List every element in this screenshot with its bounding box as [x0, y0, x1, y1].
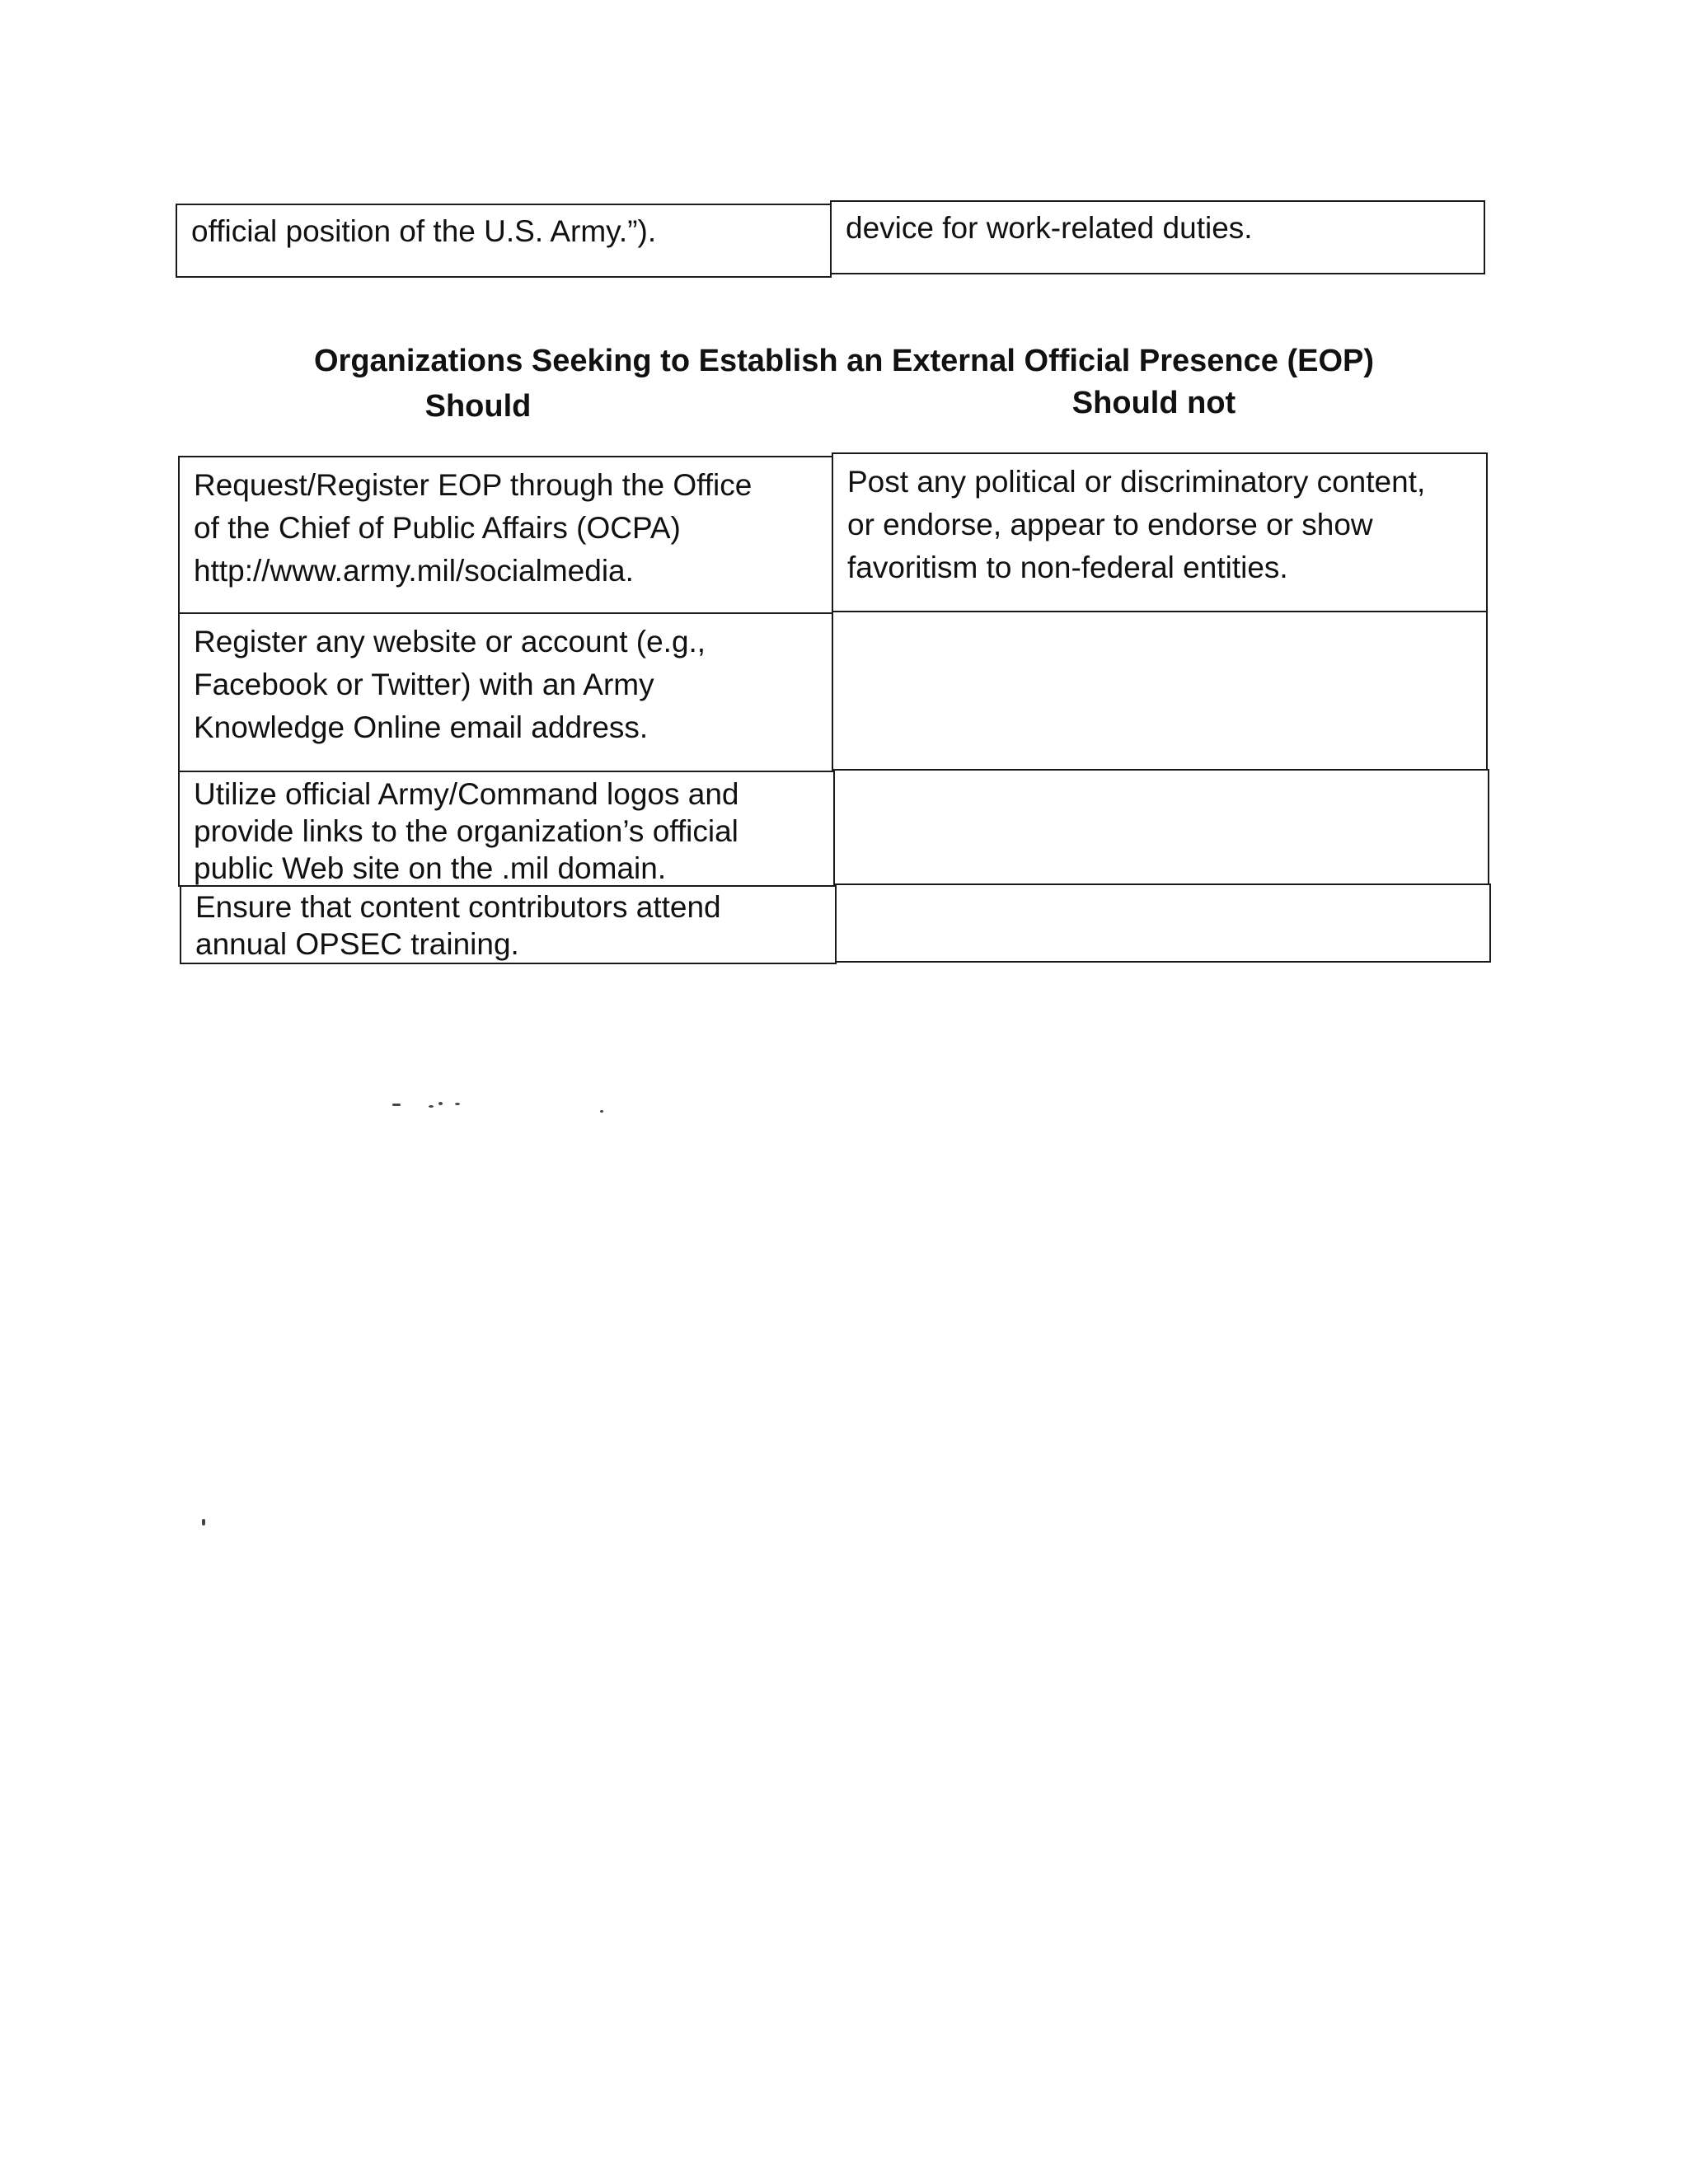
top-table-right-cell: [830, 200, 1485, 274]
eop-row-1-should-not-text: Post any political or discriminatory content, or endorse, appear to endorse or show favoritism to non-federal entities.: [847, 465, 1426, 584]
column-header-should-not: Should not: [1071, 386, 1236, 420]
scan-speck: [392, 1104, 401, 1106]
eop-row-2-should: [178, 612, 833, 772]
scan-speck: [455, 1103, 460, 1105]
eop-row-2-should-text: Register any website or account (e.g., Facebook or Twitter) with an Army Knowledge Online email address.: [194, 625, 706, 744]
section-title: Organizations Seeking to Establish an External Official Presence (EOP): [313, 344, 1375, 378]
eop-row-3-should-text: Utilize official Army/Command logos and provide links to the organization’s official public Web site on the .mil domain.: [194, 777, 739, 885]
eop-row-3-should-not: [833, 769, 1489, 885]
eop-row-1-should: [178, 456, 833, 614]
eop-row-1-should-not: [832, 452, 1488, 612]
eop-row-2-should-not: [832, 611, 1488, 771]
scan-speck: [600, 1110, 603, 1113]
eop-row-4-should: [180, 885, 837, 964]
eop-row-3-should: [178, 771, 835, 887]
top-right-text: device for work-related duties.: [846, 211, 1253, 245]
column-header-should: Should: [424, 389, 532, 424]
eop-row-4-should-text: Ensure that content contributors attend annual OPSEC training.: [195, 890, 721, 961]
top-table-left-cell: [176, 204, 832, 278]
scan-speck: [202, 1519, 205, 1526]
eop-row-4-should-not: [835, 883, 1491, 963]
scan-speck: [429, 1105, 434, 1108]
eop-row-1-should-text: Request/Register EOP through the Office of the Chief of Public Affairs (OCPA) http://www.army.mil/socialmedia.: [194, 468, 753, 588]
top-left-text: official position of the U.S. Army.”).: [191, 214, 657, 248]
scan-speck: [438, 1102, 443, 1105]
